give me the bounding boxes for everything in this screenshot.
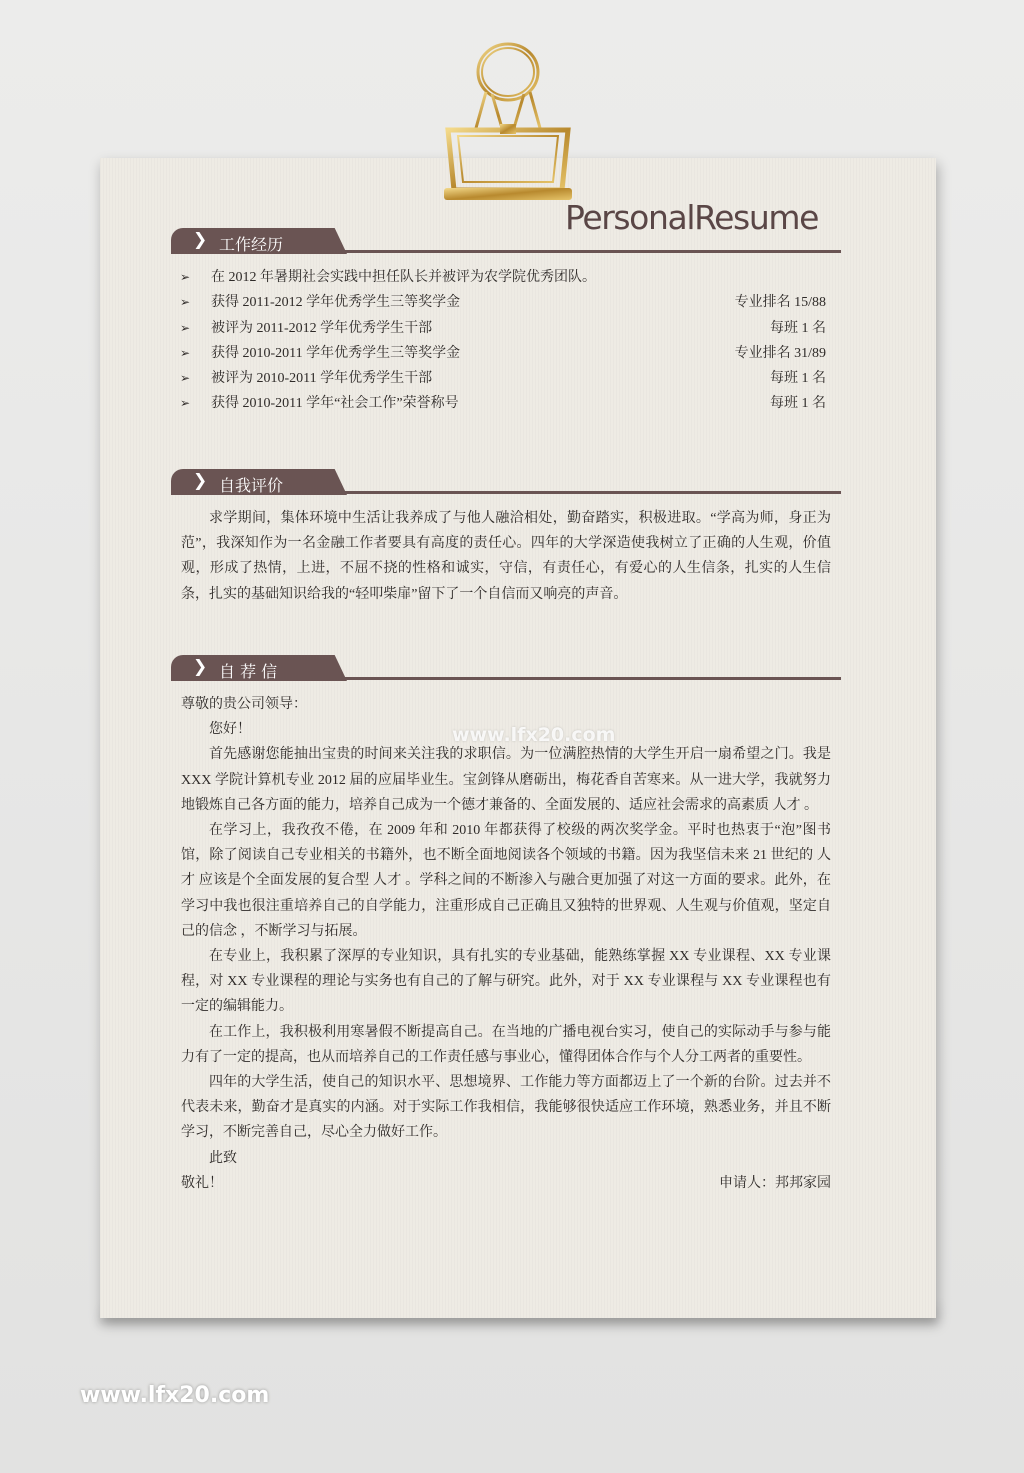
work-item-rank: 专业排名 15/88 xyxy=(734,295,826,311)
list-item xyxy=(180,265,830,290)
list-item xyxy=(180,290,830,315)
arrow-bullet-icon: ➢ xyxy=(180,295,191,310)
work-item-text: 获得 2010-2011 学年“社会工作”荣誉称号 xyxy=(211,396,459,412)
list-item xyxy=(180,341,830,366)
section-work-header xyxy=(171,228,841,254)
letter-signature: 申请人：邦邦家园 xyxy=(719,1175,831,1191)
work-item-rank: 每班 1 名 xyxy=(770,320,826,336)
arrow-bullet-icon: ➢ xyxy=(180,345,191,360)
arrow-bullet-icon: ➢ xyxy=(180,270,191,284)
work-item-rank: 每班 1 名 xyxy=(770,396,826,412)
section-letter-title: 自 荐 信 xyxy=(219,662,278,681)
work-item-rank: 每班 1 名 xyxy=(770,371,826,387)
binder-clip-icon xyxy=(438,40,578,205)
letter-paragraph: 在学习上，我孜孜不倦，在 2009 年和 2010 年都获得了校级的两次奖学金。平时也热衷于“泡”图书馆，除了阅读自己专业相关的书籍外，也不断全面地阅读各个领域的书籍。因为我坚信未来 21 世纪的 人才 应该是个全面发展的复合型 人才 。学科之间的不断渗入与融合更加强了对这一方面的要求。此外，在学习中我也很注重培养自己的自学能力，注重形成自己正确且又独特的世界观、人生观与价值观，坚定自己的信念 ，不断学习与拓展。 xyxy=(181,823,831,939)
resume-title: PersonalResume xyxy=(565,198,818,237)
letter-regards: 敬礼！ xyxy=(181,1175,223,1191)
arrow-bullet-icon: ➢ xyxy=(180,396,191,411)
work-item-text: 获得 2010-2011 学年优秀学生三等奖学金 xyxy=(211,345,461,361)
work-item-rank xyxy=(706,265,830,290)
watermark-bottom: www.lfx20.com xyxy=(80,1383,270,1408)
arrow-bullet-icon: ➢ xyxy=(180,320,191,335)
letter-salutation: 尊敬的贵公司领导： xyxy=(181,697,307,712)
work-item-rank: 专业排名 31/89 xyxy=(734,345,826,361)
arrow-bullet-icon: ➢ xyxy=(180,371,191,386)
letter-paragraph: 首先感谢您能抽出宝贵的时间来关注我的求职信。为一位满腔热情的大学生开启一扇希望之门。我是 XXX 学院计算机专业 2012 届的应届毕业生。宝剑锋从磨砺出，梅花香自苦寒来。从一进大学，我就努力地锻炼自己各方面的能力，培养自己成为一个德才兼备的、全面发展的、适应社会需求的高素质 人才 。 xyxy=(181,747,831,813)
letter-paragraph: 在专业上，我积累了深厚的专业知识，具有扎实的专业基础，能熟练掌握 XX 专业课程、XX 专业课程，对 XX 专业课程的理论与实务也有自己的了解与研究。此外，对于 XX 专业课程与 XX 专业课程也有一定的编辑能力。 xyxy=(181,949,831,1015)
chevron-right-icon: ❯ xyxy=(193,471,208,491)
section-letter-header xyxy=(171,655,841,681)
work-item-text: 获得 2011-2012 学年优秀学生三等奖学金 xyxy=(211,295,461,311)
section-self-eval-header xyxy=(171,469,841,495)
work-item-text: 被评为 2011-2012 学年优秀学生干部 xyxy=(211,320,433,336)
list-item xyxy=(180,316,830,341)
chevron-right-icon: ❯ xyxy=(193,230,208,250)
letter-greeting: 您好！ xyxy=(209,722,251,738)
letter-paragraph: 在工作上，我积极利用寒暑假不断提高自己。在当地的广播电视台实习，使自己的实际动手与参与能力有了一定的提高，也从而培养自己的工作责任感与事业心，懂得团体合作与个人分工两者的重要性。 xyxy=(181,1024,831,1065)
work-item-text: 被评为 2010-2011 学年优秀学生干部 xyxy=(211,371,433,387)
section-work-title: 工作经历 xyxy=(219,235,284,254)
letter-paragraph: 四年的大学生活，使自己的知识水平、思想境界、工作能力等方面都迈上了一个新的台阶。过去并不代表未来，勤奋才是真实的内涵。对于实际工作我相信，我能够很快适应工作环境，熟悉业务，并且不断学习，不断完善自己，尽心全力做好工作。 xyxy=(181,1075,831,1141)
list-item xyxy=(180,391,830,416)
letter-closing: 此致 xyxy=(209,1150,237,1166)
letter-body xyxy=(181,692,831,1196)
work-list xyxy=(180,265,830,417)
letter-sign-row xyxy=(181,1171,831,1196)
chevron-right-icon: ❯ xyxy=(193,657,208,677)
watermark-center: www.lfx20.com xyxy=(452,724,616,746)
work-item-text: 在 2012 年暑期社会实践中担任队长并被评为农学院优秀团队。 xyxy=(211,270,596,285)
self-eval-body xyxy=(181,506,831,607)
list-item xyxy=(180,366,830,391)
section-self-eval-title: 自我评价 xyxy=(219,476,284,495)
self-eval-text: 求学期间，集体环境中生活让我养成了与他人融洽相处，勤奋踏实，积极进取。“学高为师，身正为范”，我深知作为一名金融工作者要具有高度的责任心。四年的大学深造使我树立了正确的人生观，价值观，形成了热情，上进，不屈不挠的性格和诚实，守信，有责任心，有爱心的人生信条，扎实的人生信条，扎实的基础知识给我的“轻叩柴扉”留下了一个自信而又响亮的声音。 xyxy=(181,511,831,602)
